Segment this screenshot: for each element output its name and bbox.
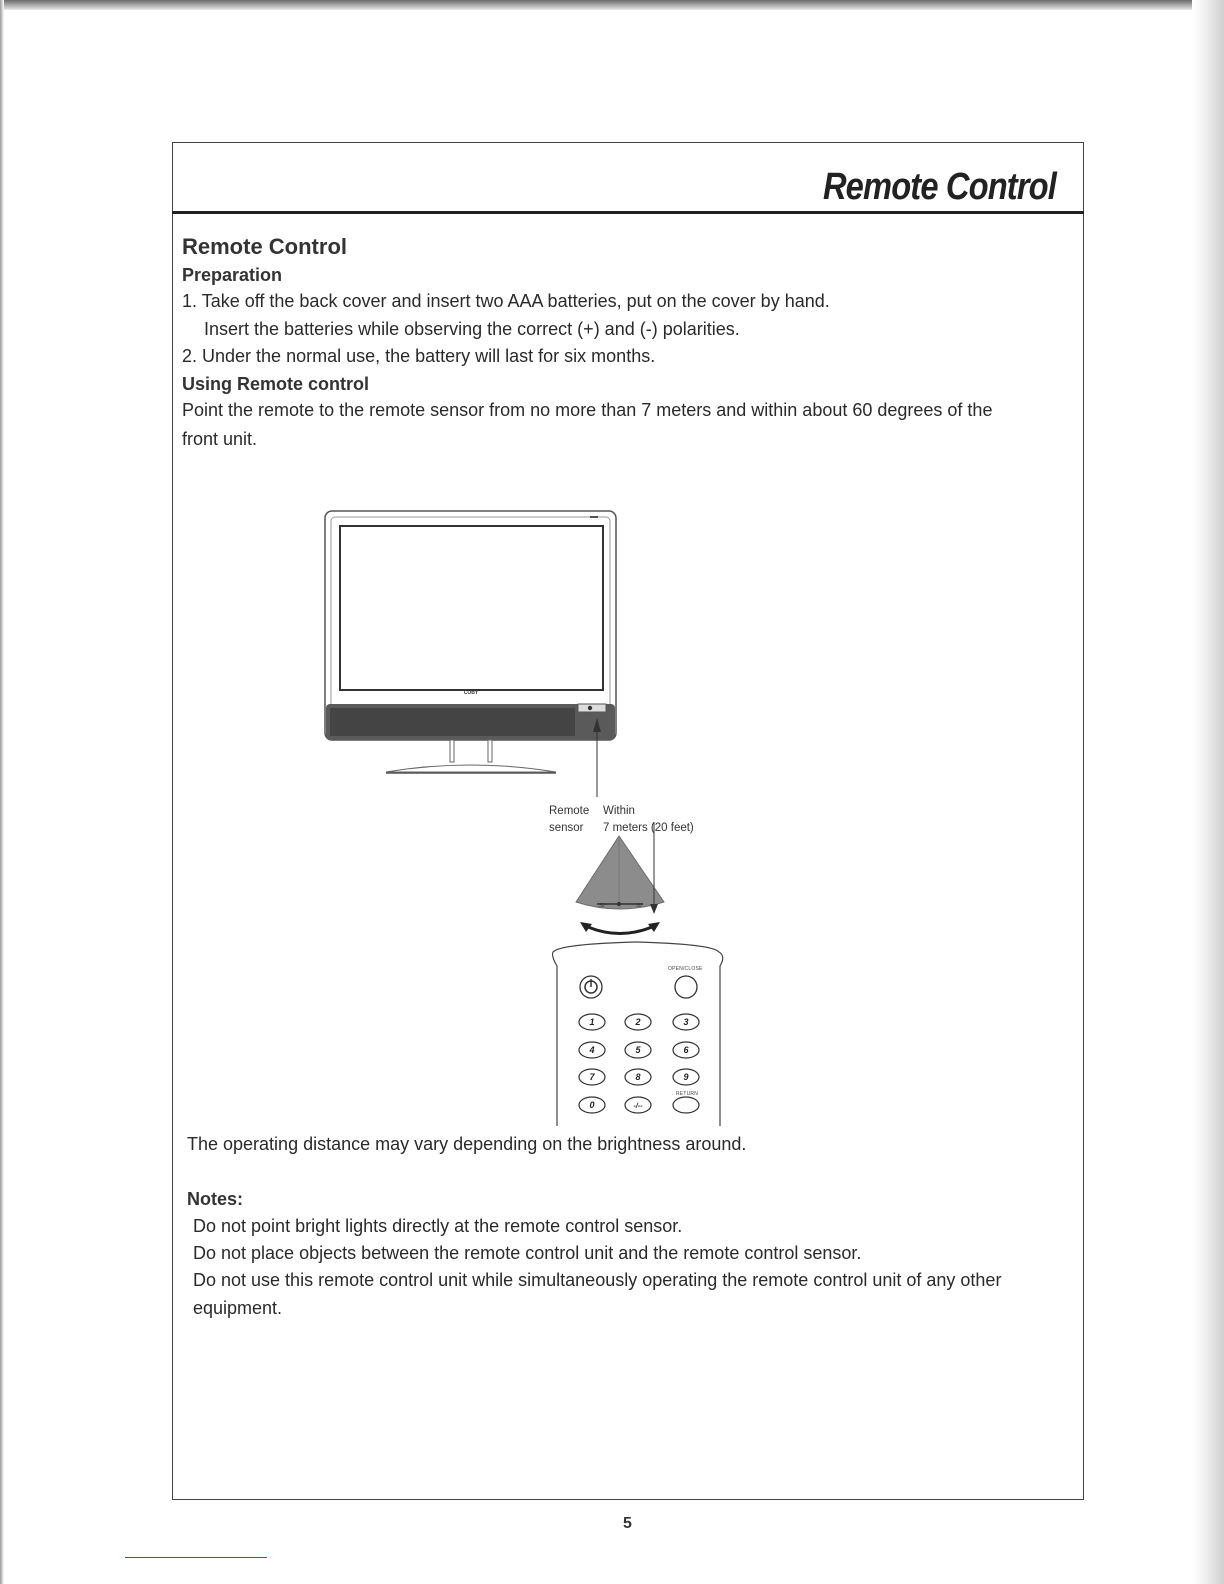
remote-button-1: 1 — [589, 1017, 595, 1027]
preparation-heading: Preparation — [182, 265, 283, 285]
angle-left-label: 30° — [599, 903, 607, 909]
using-line-1: Point the remote to the remote sensor from no more than 7 meters and within about 60 degrees of the — [182, 400, 993, 420]
tv-illustration — [325, 511, 616, 773]
footer-underline — [125, 1557, 267, 1558]
remote-button-0: 0 — [589, 1100, 595, 1110]
note-line-3: Do not use this remote control unit while simultaneously operating the remote control unit of any other — [193, 1270, 1002, 1290]
note-line-2: Do not place objects between the remote control unit and the remote control sensor. — [193, 1243, 862, 1263]
signal-cone — [576, 822, 664, 934]
sensor-pointer — [593, 718, 601, 797]
remote-button-6: 6 — [683, 1045, 689, 1055]
remote-button-7: 7 — [589, 1072, 595, 1082]
using-line-2: front unit. — [182, 429, 258, 449]
page-number: 5 — [623, 1515, 632, 1532]
angle-right-label: 30° — [636, 903, 644, 909]
section-heading: Remote Control — [182, 234, 347, 259]
page-title: Remote Control — [822, 166, 1056, 208]
using-heading: Using Remote control — [182, 374, 370, 394]
note-line-4: equipment. — [193, 1298, 283, 1318]
preparation-step-1-note: Insert the batteries while observing the correct (+) and (-) polarities. — [204, 319, 740, 339]
remote-button-3: 3 — [683, 1017, 689, 1027]
remote-sensor-label-line-2: sensor — [549, 822, 584, 834]
brightness-note: The operating distance may vary depending on the brightness around. — [187, 1134, 747, 1154]
remote-button-2: 2 — [635, 1017, 641, 1027]
note-line-1: Do not point bright lights directly at the remote control sensor. — [193, 1216, 683, 1236]
preparation-step-1: 1. Take off the back cover and insert two AAA batteries, put on the cover by hand. — [182, 291, 830, 311]
preparation-step-2: 2. Under the normal use, the battery will last for six months. — [182, 346, 656, 366]
open-close-label: OPEN/CLOSE — [668, 966, 703, 972]
remote-button-8: 8 — [635, 1072, 641, 1082]
remote-button-9: 9 — [683, 1072, 689, 1082]
remote-sensor-label-line-1: Remote — [549, 805, 590, 817]
within-label-line-2: 7 meters (20 feet) — [603, 822, 694, 834]
tv-brand-label: COBY — [463, 690, 479, 696]
remote-button-4: 4 — [589, 1045, 595, 1055]
return-label: RETURN — [676, 1091, 699, 1097]
remote-button-5: 5 — [635, 1045, 641, 1055]
remote-button-dash: -/-- — [633, 1103, 643, 1110]
notes-heading: Notes: — [187, 1189, 244, 1209]
within-label-line-1: Within — [603, 805, 635, 817]
